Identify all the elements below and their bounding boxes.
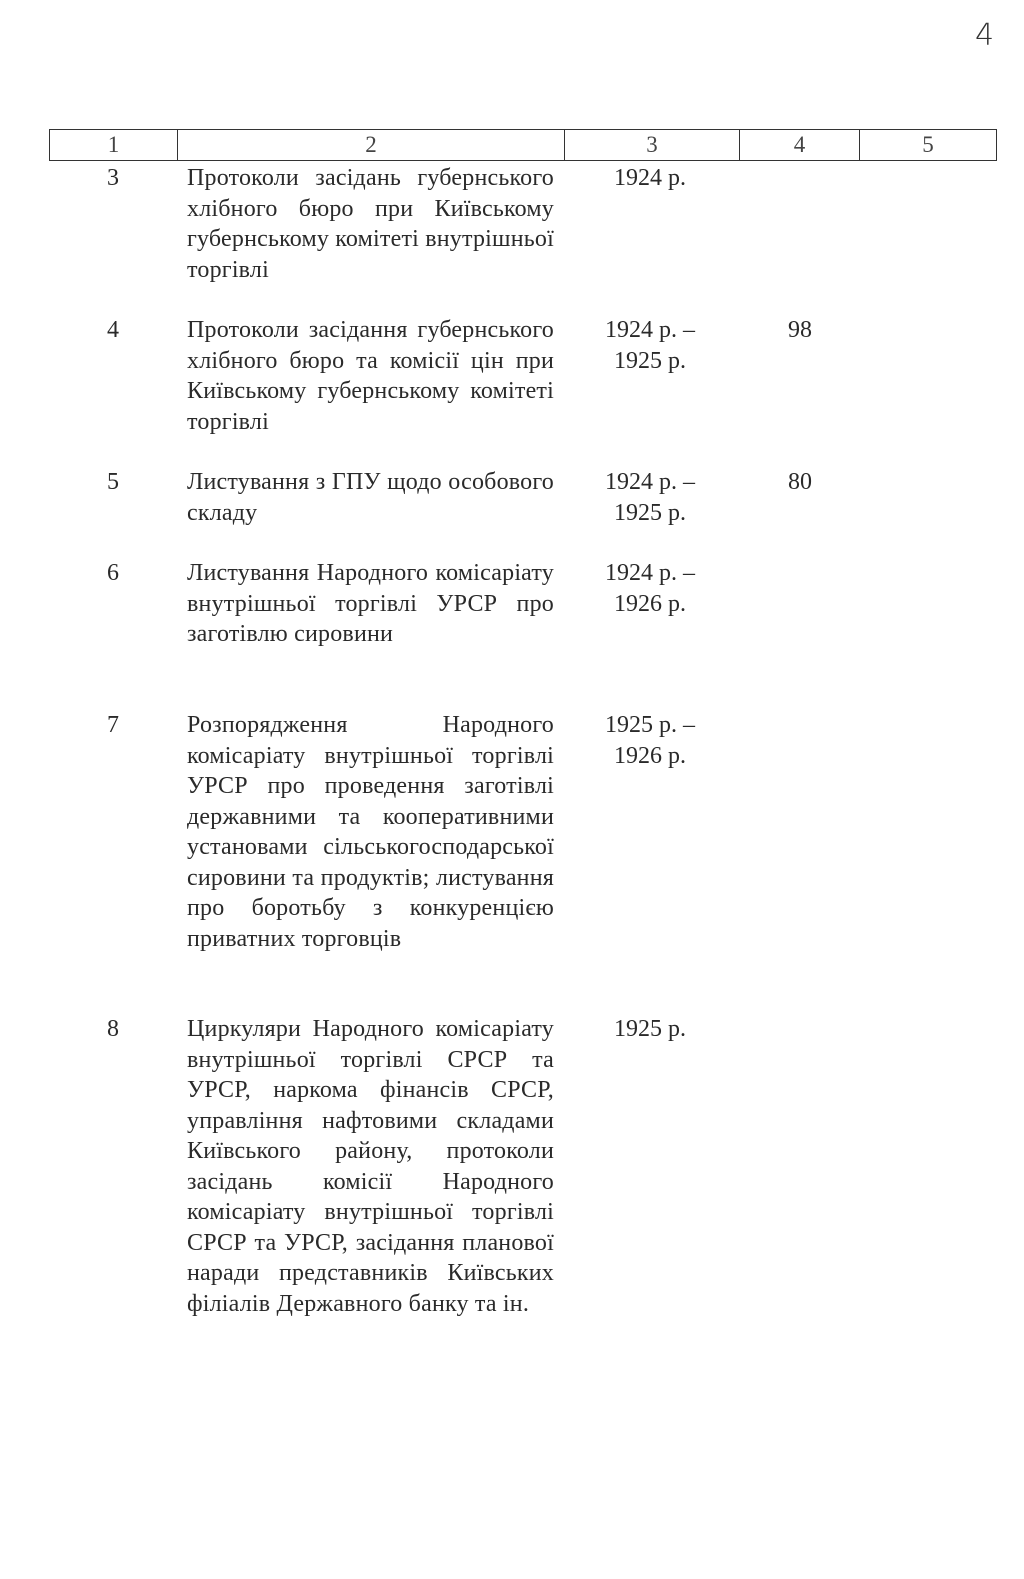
row-date [590,467,710,528]
header-col-5: 5 [922,132,934,157]
row-number: 6 [107,560,119,586]
row-date-start: 1924 р. – [605,560,695,586]
row-date-start: 1924 р. [614,165,686,191]
row-title: Протоколи засідання губернського хлібного бюро та комісії цін при Київському губернському комітеті торгівлі [187,317,554,435]
row-date [590,163,710,194]
row-number: 7 [107,712,119,738]
row-title: Протоколи засідань губернського хлібного бюро при Київському губернському комітеті внутрішньої торгівлі [187,165,554,283]
row-date [590,1014,710,1045]
row-date [590,315,710,376]
row-number: 3 [107,165,119,191]
row-date-start: 1925 р. [614,1016,686,1042]
row-date-start: 1924 р. – [605,469,695,495]
row-number: 8 [107,1016,119,1042]
row-date-end: 1925 р. [614,347,686,374]
row-date-start: 1924 р. – [605,317,695,343]
header-col-4: 4 [740,130,860,160]
page-number: 4 [975,18,995,53]
row-date [590,558,710,619]
row-sheet-count: 98 [788,317,812,343]
row-date-start: 1925 р. – [605,712,695,738]
row-date-end: 1926 р. [614,742,686,769]
row-date-end: 1926 р. [614,590,686,617]
header-col-2: 2 [178,130,565,160]
row-title: Циркуляри Народного комісаріату внутрішньої торгівлі СРСР та УРСР, наркома фінансів СРСР, управління нафтовими складами Київського району, протоколи засідань комісії Народного комісаріату внутрішньої торгівлі СРСР та УРСР, засідання планової наради представників Київських філіалів Державного банку та ін. [187,1016,554,1317]
row-number: 4 [107,317,119,343]
row-number: 5 [107,469,119,495]
row-title: Листування з ГПУ щодо особового складу [187,469,554,526]
header-col-1: 1 [50,130,178,160]
row-sheet-count: 80 [788,469,812,495]
table-header-row [49,129,997,161]
row-title: Розпорядження Народного комісаріату внутрішньої торгівлі УРСР про проведення заготівлі державними та кооперативними установами сільськогосподарської сировини та продуктів; листування про боротьбу з конкуренцією приватних торговців [187,712,554,952]
header-col-3: 3 [565,130,740,160]
row-date-end: 1925 р. [614,499,686,526]
row-date [590,710,710,771]
row-title: Листування Народного комісаріату внутрішньої торгівлі УРСР про заготівлю сировини [187,560,554,647]
